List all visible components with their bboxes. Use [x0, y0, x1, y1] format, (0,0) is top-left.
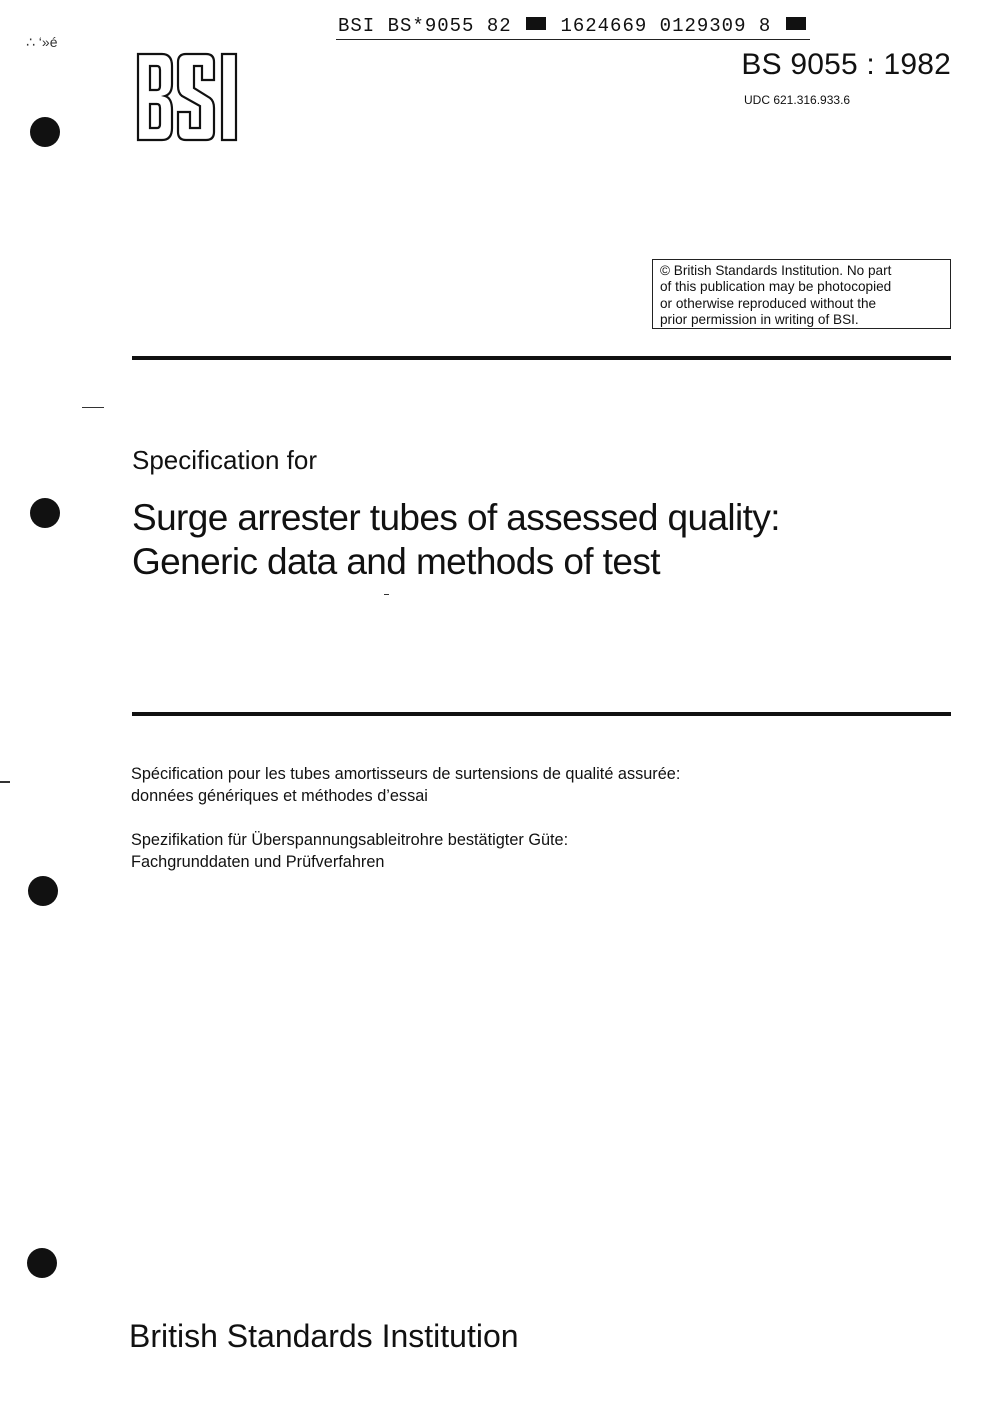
- scan-speck: [384, 594, 389, 595]
- code-block-mark-end: [786, 17, 806, 30]
- code-left: BSI BS*9055 82: [338, 15, 512, 37]
- copyright-line: of this publication may be photocopied: [660, 279, 892, 295]
- standard-number: BS 9055 : 1982: [741, 48, 951, 81]
- scan-stamp-marks: ∴ ‘»é: [26, 34, 58, 50]
- copyright-line: © British Standards Institution. No part: [660, 263, 892, 278]
- copyright-line: prior permission in writing of BSI.: [660, 312, 859, 328]
- code-right: 1624669 0129309 8: [560, 15, 772, 37]
- scan-speck: [0, 781, 10, 783]
- german-title-line-2: Fachgrunddaten und Prüfverfahren: [131, 853, 385, 871]
- title-prefix: Specification for: [132, 445, 317, 475]
- punch-hole: [30, 117, 60, 147]
- udc-code: UDC 621.316.933.6: [744, 93, 851, 107]
- bsi-logo: [136, 52, 240, 142]
- document-title: [132, 496, 780, 584]
- copyright-line: or otherwise reproduced without the: [660, 295, 877, 311]
- bottom-rule: [132, 712, 951, 716]
- copyright-notice: [652, 259, 951, 329]
- punch-hole: [27, 1248, 57, 1278]
- scan-speck: [82, 407, 104, 408]
- code-underline: [336, 39, 810, 40]
- german-title-line-1: Spezifikation für Überspannungsableitrohre bestätigter Güte:: [131, 831, 569, 849]
- code-block-mark: [526, 17, 546, 30]
- top-rule: [132, 356, 951, 360]
- catalogue-code: [338, 15, 808, 37]
- french-title-line-2: données génériques et méthodes d’essai: [131, 787, 428, 805]
- title-line-1: Surge arrester tubes of assessed quality:: [132, 497, 780, 538]
- french-title: [131, 763, 680, 807]
- punch-hole: [30, 498, 60, 528]
- publisher-name: British Standards Institution: [129, 1318, 519, 1354]
- title-line-2: Generic data and methods of test: [132, 541, 660, 582]
- french-title-line-1: Spécification pour les tubes amortisseurs de surtensions de qualité assurée:: [131, 765, 681, 783]
- punch-hole: [28, 876, 58, 906]
- german-title: [131, 829, 568, 873]
